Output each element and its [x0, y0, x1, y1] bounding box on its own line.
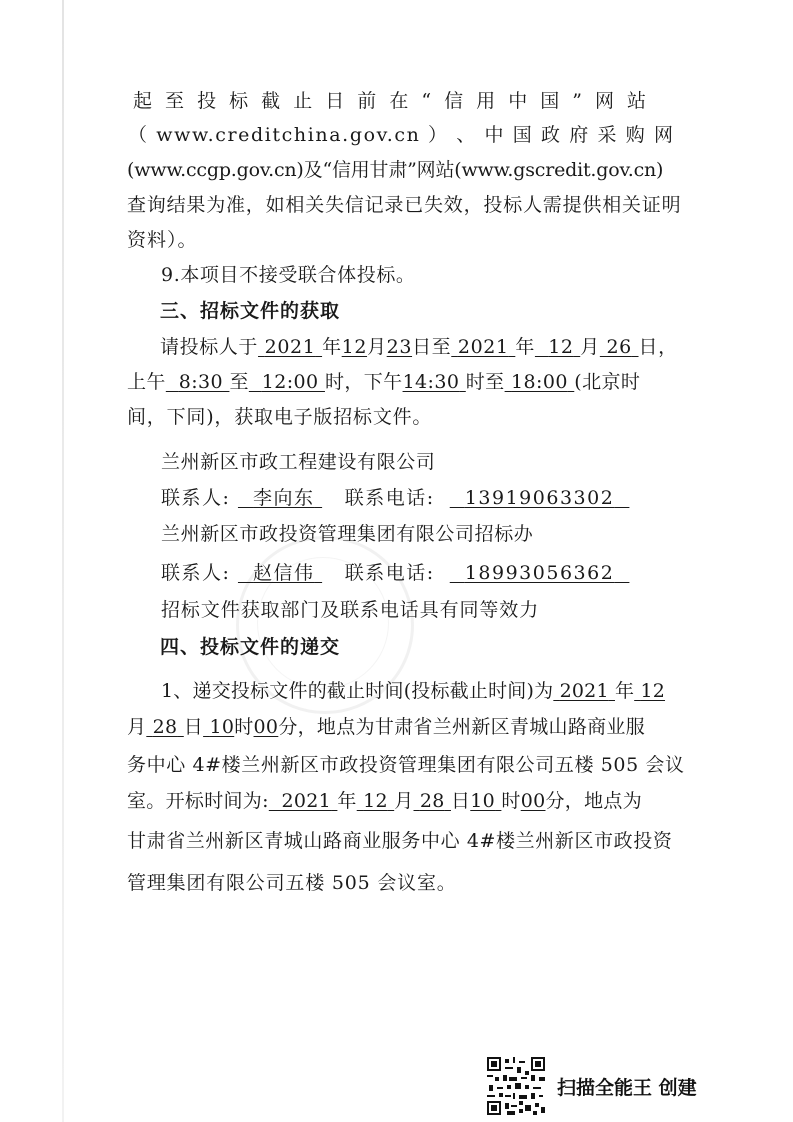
para-line-5: 资料）。	[127, 229, 198, 251]
acquisition-period-line-1: 请投标人于 2021 年12月23日至 2021 年 12 月 26 日，	[160, 336, 678, 358]
acquisition-period-line-3: 间，下同)，获取电子版招标文件。	[127, 406, 433, 428]
contact-2: 联系人: 赵信伟 联系电话: 18993056362	[161, 562, 615, 584]
opening-line-1: 室。开标时间为: 2021 年 12 月 28 日10 时00分，地点为	[127, 790, 643, 812]
opening-line-3: 管理集团有限公司五楼 505 会议室。	[127, 872, 457, 894]
scanner-watermark	[487, 1058, 697, 1114]
deadline-line-3: 务中心 4#楼兰州新区市政投资管理集团有限公司五楼 505 会议	[127, 754, 685, 776]
opening-line-2: 甘肃省兰州新区青城山路商业服务中心 4#楼兰州新区市政投资	[127, 830, 673, 852]
para-line-1: 起 至 投 标 截 止 日 前 在 “ 信 用 中 国 ” 网 站	[133, 90, 650, 112]
para-line-2: （ www.creditchina.gov.cn ） 、 中 国 政 府 采 购 网	[128, 124, 675, 146]
org-1: 兰州新区市政工程建设有限公司	[161, 451, 436, 473]
deadline-line-2: 月 28 日 10时00分，地点为甘肃省兰州新区青城山路商业服	[127, 716, 646, 738]
para-line-4: 查询结果为准，如相关失信记录已失效，投标人需提供相关证明	[127, 194, 682, 216]
qr-code-icon	[487, 1057, 545, 1115]
equal-validity-note: 招标文件获取部门及联系电话具有同等效力	[161, 599, 540, 621]
deadline-line-1: 1、递交投标文件的截止时间(投标截止时间)为 2021 年 12	[161, 680, 666, 702]
contact-1: 联系人: 李向东 联系电话: 13919063302	[161, 487, 615, 509]
scanner-brand-text: 扫描全能王 创建	[557, 1076, 697, 1099]
item-9: 9.本项目不接受联合体投标。	[161, 264, 416, 286]
org-2: 兰州新区市政投资管理集团有限公司招标办	[161, 523, 534, 545]
scan-edge-shadow	[62, 0, 64, 1122]
acquisition-period-line-2: 上午 8:30 至 12:00 时，下午14:30 时至 18:00 (北京时	[127, 371, 641, 393]
section-4-heading: 四、投标文件的递交	[160, 636, 341, 658]
section-3-heading: 三、招标文件的获取	[160, 300, 341, 322]
para-line-3: (www.ccgp.gov.cn)及“信用甘肃”网站(www.gscredit.gov.cn)	[127, 159, 664, 181]
